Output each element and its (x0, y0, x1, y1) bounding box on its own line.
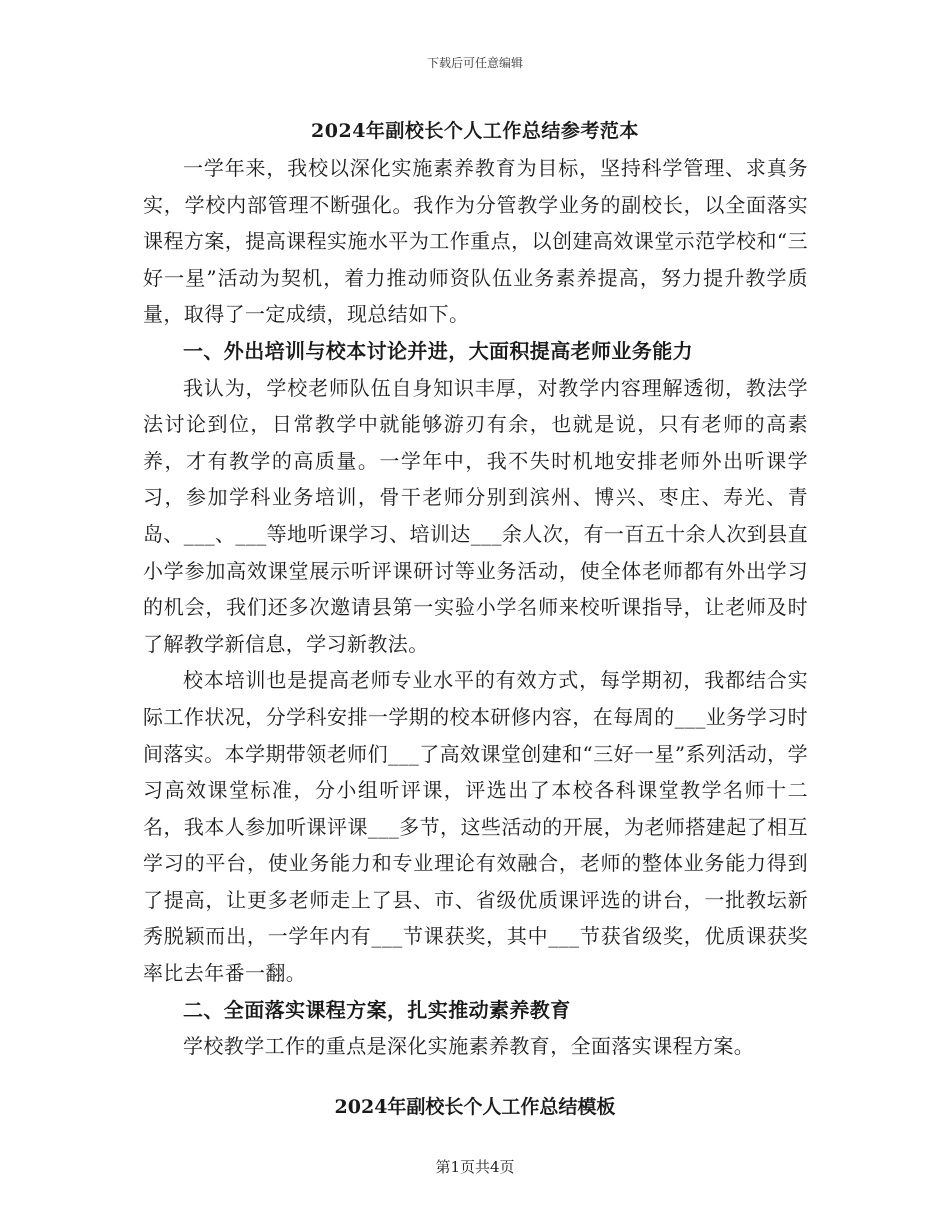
page-footer: 第1页共4页 (435, 1158, 515, 1176)
body-paragraph-1: 我认为，学校老师队伍自身知识丰厚，对教学内容理解透彻，教法学法讨论到位，日常教学中就能够游刃有余，也就是说，只有老师的高素养，才有教学的高质量。一学年中，我不失时机地安排老师外出听课学习，参加学科业务培训，骨干老师分别到滨州、博兴、枣庄、寿光、青岛、___、___等地听课学习、培训达___余人次，有一百五十余人次到县直小学参加高效课堂展示听评课研讨等业务活动，使全体老师都有外出学习的机会，我们还多次邀请县第一实验小学名师来校听课指导，让老师及时了解教学新信息，学习新教法。 (143, 375, 808, 656)
document-body (143, 150, 808, 1065)
document-title: 2024年副校长个人工作总结参考范本 (311, 120, 639, 142)
header-note: 下载后可任意编辑 (426, 56, 523, 70)
intro-paragraph: 一学年来，我校以深化实施素养教育为目标，坚持科学管理、求真务实，学校内部管理不断强化。我作为分管教学业务的副校长，以全面落实课程方案，提高课程实施水平为工作重点，以创建高效课堂示范学校和“三好一星”活动为契机，着力推动师资队伍业务素养提高，努力提升教学质量，取得了一定成绩，现总结如下。 (143, 156, 808, 327)
second-document-title: 2024年副校长个人工作总结模板 (334, 1096, 616, 1118)
body-paragraph-2: 校本培训也是提高老师专业水平的有效方式，每学期初，我都结合实际工作状况，分学科安排一学期的校本研修内容，在每周的___业务学习时间落实。本学期带领老师们___了高效课堂创建和“三好一星”系列活动，学习高效课堂标准，分小组听评课，评选出了本校各科课堂教学名师十二名，我本人参加听课评课___多节，这些活动的开展，为老师搭建起了相互学习的平台，使业务能力和专业理论有效融合，老师的整体业务能力得到了提高，让更多老师走上了县、市、省级优质课评选的讲台，一批教坛新秀脱颖而出，一学年内有___节课获奖，其中___节获省级奖，优质课获奖率比去年番一翻。 (143, 668, 808, 986)
section-heading-1: 一、外出培训与校本讨论并进，大面积提高老师业务能力 (183, 338, 693, 363)
section-heading-2: 二、全面落实课程方案，扎实推动素养教育 (183, 997, 571, 1022)
body-paragraph-3: 学校教学工作的重点是深化实施素养教育，全面落实课程方案。 (183, 1034, 755, 1059)
